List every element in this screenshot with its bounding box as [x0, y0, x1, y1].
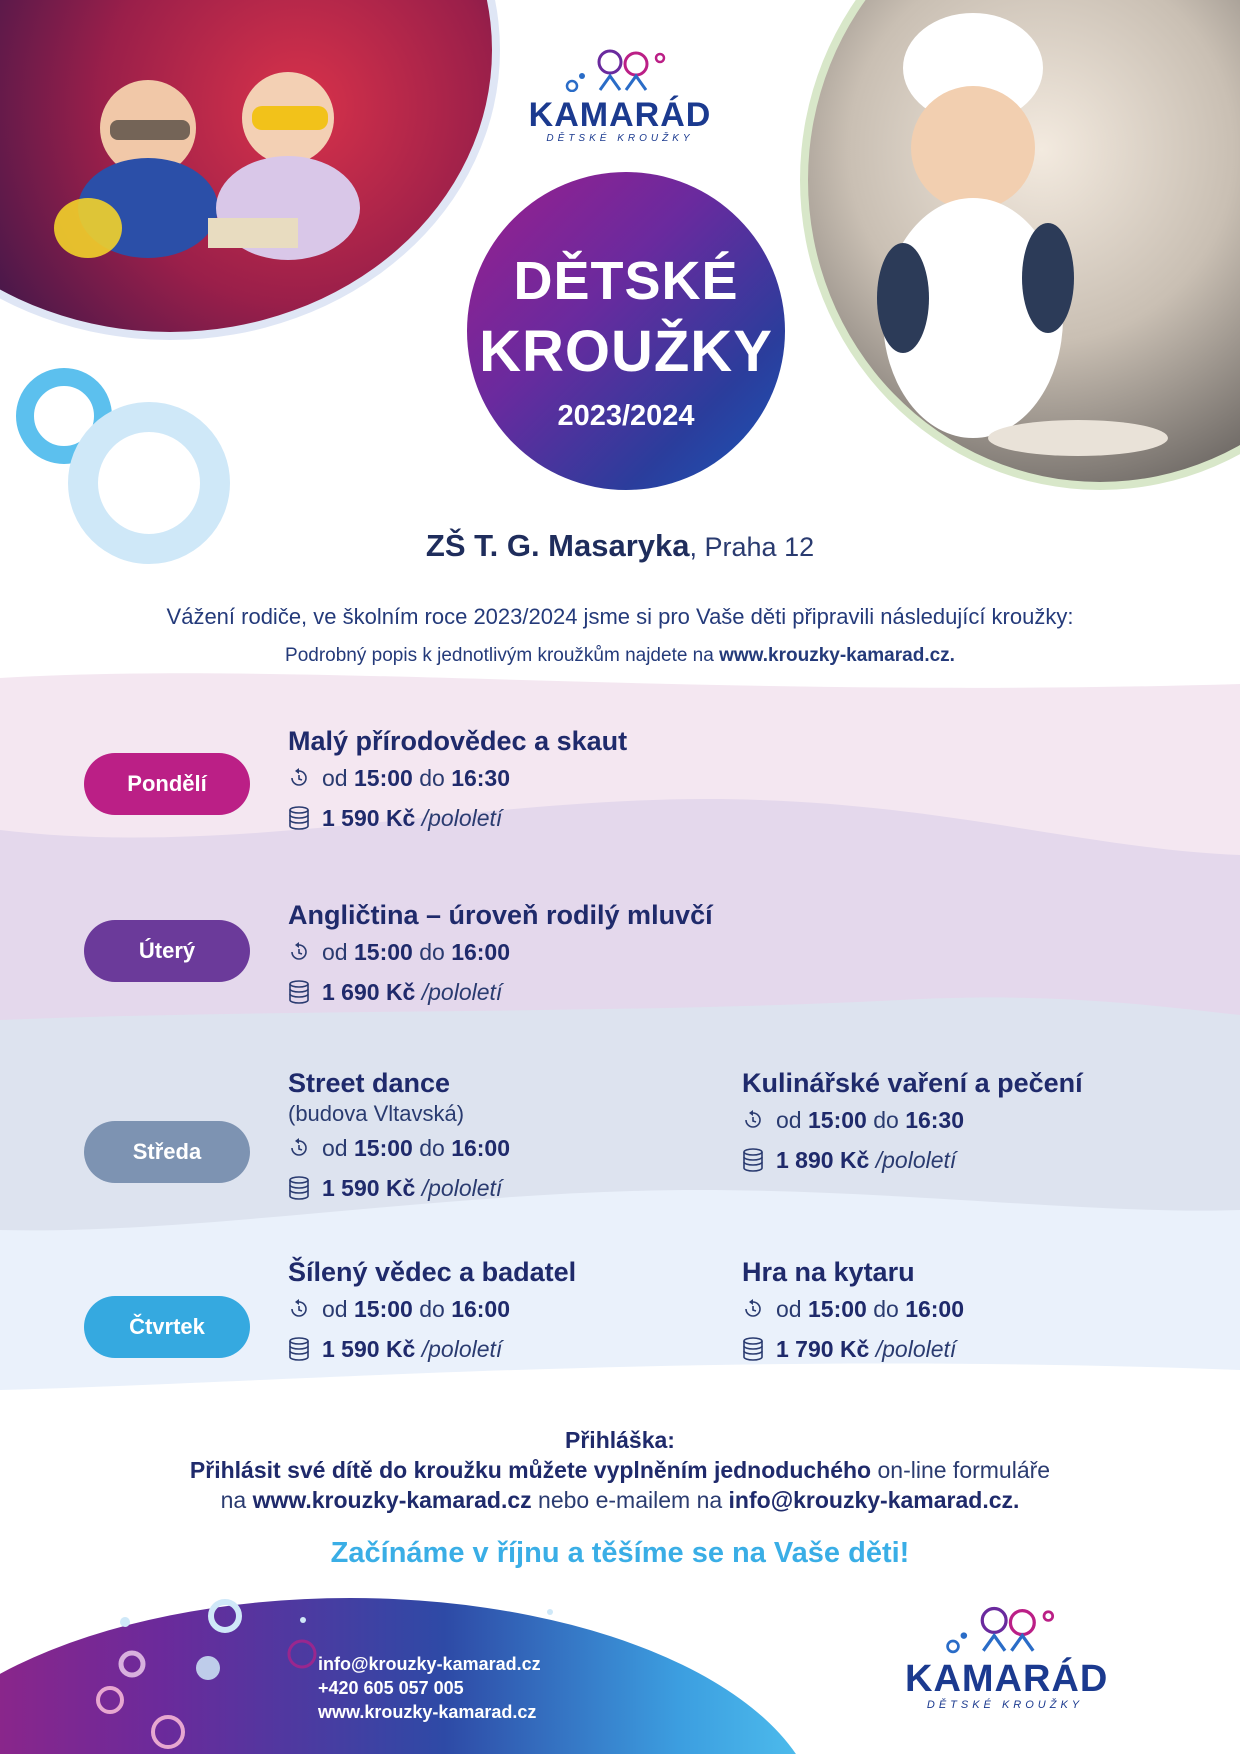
school-heading	[0, 528, 1240, 564]
clock-cycle-icon	[288, 940, 310, 964]
activity-thu-2	[742, 1257, 1202, 1364]
activity-thu-1	[288, 1257, 748, 1364]
coin-stack-icon	[742, 1337, 764, 1361]
logo-tagline: DĚTSKÉ KROUŽKY	[926, 1699, 1084, 1711]
contact-web[interactable]: www.krouzky-kamarad.cz	[318, 1702, 537, 1722]
activity-time: od 15:00 do 16:30	[288, 763, 748, 793]
contact-email[interactable]: info@krouzky-kamarad.cz	[318, 1654, 541, 1674]
activity-note: (budova Vltavská)	[288, 1101, 465, 1126]
little-chef-photo	[800, 0, 1240, 490]
logo-bottom	[905, 1602, 1109, 1711]
activity-name: Malý přírodovědec a skaut	[288, 726, 628, 756]
activity-time: od 15:00 do 16:00	[742, 1294, 1202, 1324]
registration-email-link[interactable]: info@krouzky-kamarad.cz.	[728, 1487, 1020, 1513]
activity-wed-1	[288, 1068, 748, 1203]
contact-phone[interactable]: +420 605 057 005	[318, 1678, 464, 1698]
science-kids-photo	[0, 0, 500, 340]
coin-stack-icon	[288, 1337, 310, 1361]
activity-name: Šílený vědec a badatel	[288, 1257, 577, 1287]
kids-logo-icon	[560, 46, 680, 92]
coin-stack-icon	[288, 1176, 310, 1200]
clock-cycle-icon	[742, 1108, 764, 1132]
school-name: ZŠ T. G. Masaryka	[425, 528, 690, 563]
day-badge-monday: Pondělí	[84, 753, 250, 815]
logo-tagline: DĚTSKÉ KROUŽKY	[546, 133, 694, 144]
registration-heading: Přihláška:	[565, 1427, 675, 1453]
intro-website-link[interactable]: www.krouzky-kamarad.cz.	[719, 645, 955, 666]
activity-price: 1 590 Kč /pololetí	[288, 1334, 748, 1364]
intro-text: Vážení rodiče, ve školním roce 2023/2024 jsme si pro Vaše děti připravili následující kroužky:	[166, 604, 1074, 629]
day-badge-wednesday: Středa	[84, 1121, 250, 1183]
kids-logo-icon	[940, 1602, 1070, 1654]
activity-price: 1 690 Kč /pololetí	[288, 977, 748, 1007]
registration-website-link[interactable]: www.krouzky-kamarad.cz	[252, 1487, 532, 1513]
intro-subtext	[0, 645, 1240, 667]
clock-cycle-icon	[742, 1297, 764, 1321]
clock-cycle-icon	[288, 1297, 310, 1321]
activity-name: Angličtina – úroveň rodilý mluvčí	[288, 900, 713, 930]
activity-time: od 15:00 do 16:00	[288, 1294, 748, 1324]
activity-tue-1	[288, 900, 748, 1007]
day-badge-thursday: Čtvrtek	[84, 1296, 250, 1358]
activity-price: 1 590 Kč /pololetí	[288, 1173, 748, 1203]
activity-name: Street dance	[288, 1068, 451, 1098]
title-line-1: DĚTSKÉ	[513, 251, 739, 311]
coin-stack-icon	[288, 806, 310, 830]
activity-wed-2	[742, 1068, 1202, 1175]
activity-name: Hra na kytaru	[742, 1257, 915, 1287]
title-line-2: KROUŽKY	[479, 319, 773, 384]
coin-stack-icon	[742, 1148, 764, 1172]
activity-time: od 15:00 do 16:00	[288, 937, 748, 967]
activity-time: od 15:00 do 16:00	[288, 1133, 748, 1163]
slogan: Začínáme v říjnu a těšíme se na Vaše děti!	[330, 1537, 910, 1569]
contact-block	[318, 1652, 541, 1724]
clock-cycle-icon	[288, 766, 310, 790]
activity-mon-1	[288, 726, 748, 833]
logo-name: KAMARÁD	[528, 96, 712, 134]
registration-block: Přihláška: Přihlásit své dítě do kroužku můžete vyplněním jednoduchého on-line formuláře na www.krouzky-kamarad.cz nebo e-mailem na info@krouzky-kamarad.cz.	[189, 1427, 1051, 1513]
logo-name: KAMARÁD	[905, 1658, 1109, 1700]
activity-price: 1 890 Kč /pololetí	[742, 1145, 1202, 1175]
school-city: , Praha 12	[689, 532, 815, 562]
school-year: 2023/2024	[557, 400, 695, 432]
activity-name: Kulinářské vaření a pečení	[742, 1068, 1083, 1098]
clock-cycle-icon	[288, 1136, 310, 1160]
coin-stack-icon	[288, 980, 310, 1004]
intro-subtext-prefix: Podrobný popis k jednotlivým kroužkům najdete na	[285, 645, 720, 666]
day-badge-tuesday: Úterý	[84, 920, 250, 982]
logo-top	[520, 46, 720, 144]
activity-time: od 15:00 do 16:30	[742, 1105, 1202, 1135]
activity-price: 1 790 Kč /pololetí	[742, 1334, 1202, 1364]
title-circle	[467, 172, 785, 490]
activity-price: 1 590 Kč /pololetí	[288, 803, 748, 833]
